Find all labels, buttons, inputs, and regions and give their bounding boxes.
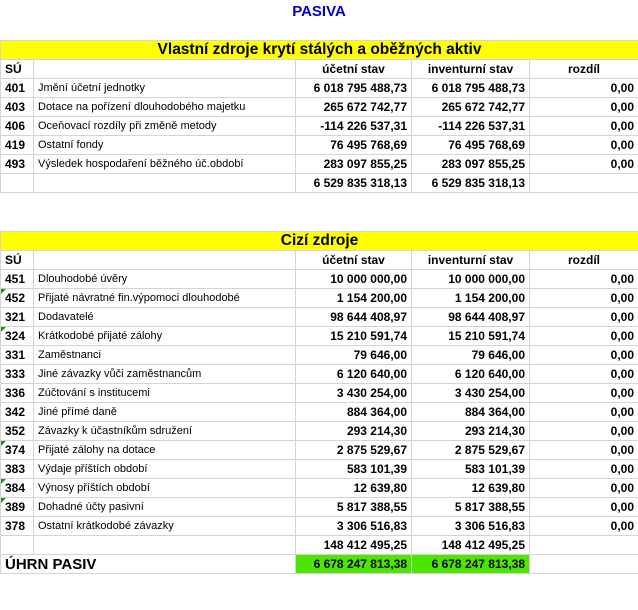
account-name-cell[interactable]: Dohadné účty pasivní bbox=[34, 498, 296, 517]
empty-cell[interactable] bbox=[530, 536, 638, 555]
account-code-cell[interactable]: 403 bbox=[1, 98, 34, 117]
table-row bbox=[1, 441, 638, 460]
column-header-inventurni[interactable]: inventurní stav bbox=[412, 60, 530, 79]
column-header-ucetni[interactable]: účetní stav bbox=[296, 60, 412, 79]
empty-cell[interactable] bbox=[1, 174, 34, 193]
total-ucetni-own[interactable]: 6 529 835 318,13 bbox=[296, 174, 412, 193]
account-name-cell[interactable]: Jmění účetní jednotky bbox=[34, 79, 296, 98]
account-name-cell[interactable]: Závazky k účastníkům sdružení bbox=[34, 422, 296, 441]
table-row bbox=[1, 403, 638, 422]
rozdil-cell[interactable]: 0,00 bbox=[530, 308, 638, 327]
rozdil-cell[interactable]: 0,00 bbox=[530, 422, 638, 441]
account-name-cell[interactable]: Výnosy příštích období bbox=[34, 479, 296, 498]
table-row bbox=[1, 289, 638, 308]
ucetni-stav-cell[interactable]: 1 154 200,00 bbox=[296, 289, 412, 308]
rozdil-cell[interactable]: 0,00 bbox=[530, 270, 638, 289]
rozdil-cell[interactable]: 0,00 bbox=[530, 479, 638, 498]
ucetni-stav-cell[interactable]: 15 210 591,74 bbox=[296, 327, 412, 346]
account-name-cell[interactable]: Jiné přímé daně bbox=[34, 403, 296, 422]
column-header-name[interactable] bbox=[34, 251, 296, 270]
inventurni-stav-cell[interactable]: -114 226 537,31 bbox=[412, 117, 530, 136]
account-code-cell[interactable]: 378 bbox=[1, 517, 34, 536]
inventurni-stav-cell[interactable]: 6 018 795 488,73 bbox=[412, 79, 530, 98]
rozdil-cell[interactable]: 0,00 bbox=[530, 98, 638, 117]
account-code-cell[interactable]: 493 bbox=[1, 155, 34, 174]
account-name-cell[interactable]: Přijaté zálohy na dotace bbox=[34, 441, 296, 460]
empty-cell[interactable] bbox=[530, 174, 638, 193]
table-row bbox=[1, 517, 638, 536]
inventurni-stav-cell[interactable]: 98 644 408,97 bbox=[412, 308, 530, 327]
rozdil-cell[interactable]: 0,00 bbox=[530, 136, 638, 155]
rozdil-cell[interactable]: 0,00 bbox=[530, 79, 638, 98]
account-code-cell[interactable]: 321 bbox=[1, 308, 34, 327]
account-name-cell[interactable]: Výdaje příštích období bbox=[34, 460, 296, 479]
account-name-cell[interactable]: Přijaté návratné fin.výpomoci dlouhodobé bbox=[34, 289, 296, 308]
empty-cell[interactable] bbox=[530, 555, 638, 574]
ucetni-stav-cell[interactable]: 283 097 855,25 bbox=[296, 155, 412, 174]
ucetni-stav-cell[interactable]: 2 875 529,67 bbox=[296, 441, 412, 460]
rozdil-cell[interactable]: 0,00 bbox=[530, 289, 638, 308]
rozdil-cell[interactable]: 0,00 bbox=[530, 117, 638, 136]
account-code-cell[interactable]: 384 bbox=[1, 479, 34, 498]
inventurni-stav-cell[interactable]: 15 210 591,74 bbox=[412, 327, 530, 346]
account-code-cell[interactable]: 419 bbox=[1, 136, 34, 155]
inventurni-stav-cell[interactable]: 6 120 640,00 bbox=[412, 365, 530, 384]
rozdil-cell[interactable]: 0,00 bbox=[530, 441, 638, 460]
section-foreign-resources-table bbox=[0, 231, 638, 574]
account-name-cell[interactable]: Výsledek hospodaření běžného úč.období bbox=[34, 155, 296, 174]
column-header-inventurni[interactable]: inventurní stav bbox=[412, 251, 530, 270]
grand-total-ucetni[interactable]: 6 678 247 813,38 bbox=[296, 555, 412, 574]
rozdil-cell[interactable]: 0,00 bbox=[530, 155, 638, 174]
account-code-cell[interactable]: 374 bbox=[1, 441, 34, 460]
total-inventurni-foreign[interactable]: 148 412 495,25 bbox=[412, 536, 530, 555]
sheet-title: PASIVA bbox=[292, 3, 346, 20]
rozdil-cell[interactable]: 0,00 bbox=[530, 517, 638, 536]
ucetni-stav-cell[interactable]: 12 639,80 bbox=[296, 479, 412, 498]
table-row bbox=[1, 422, 638, 441]
account-code-cell[interactable]: 342 bbox=[1, 403, 34, 422]
rozdil-cell[interactable]: 0,00 bbox=[530, 403, 638, 422]
table-row bbox=[1, 498, 638, 517]
account-name-cell[interactable]: Krátkodobé přijaté zálohy bbox=[34, 327, 296, 346]
inventurni-stav-cell[interactable]: 10 000 000,00 bbox=[412, 270, 530, 289]
grand-total-inventurni[interactable]: 6 678 247 813,38 bbox=[412, 555, 530, 574]
column-header-rozdil[interactable]: rozdíl bbox=[530, 60, 638, 79]
account-code-cell[interactable]: 383 bbox=[1, 460, 34, 479]
table-row bbox=[1, 384, 638, 403]
ucetni-stav-cell[interactable]: -114 226 537,31 bbox=[296, 117, 412, 136]
section-title-own-resources[interactable]: Vlastní zdroje krytí stálých a oběžných aktiv bbox=[1, 41, 638, 60]
table-row bbox=[1, 136, 638, 155]
table-row bbox=[1, 365, 638, 384]
ucetni-stav-cell[interactable]: 884 364,00 bbox=[296, 403, 412, 422]
empty-cell[interactable] bbox=[34, 536, 296, 555]
column-header-su[interactable]: SÚ bbox=[1, 251, 34, 270]
inventurni-stav-cell[interactable]: 3 306 516,83 bbox=[412, 517, 530, 536]
ucetni-stav-cell[interactable]: 3 430 254,00 bbox=[296, 384, 412, 403]
ucetni-stav-cell[interactable]: 265 672 742,77 bbox=[296, 98, 412, 117]
account-name-cell[interactable]: Dlouhodobé úvěry bbox=[34, 270, 296, 289]
account-name-cell[interactable]: Ostatní krátkodobé závazky bbox=[34, 517, 296, 536]
inventurni-stav-cell[interactable]: 12 639,80 bbox=[412, 479, 530, 498]
section-title-foreign-resources[interactable]: Cizí zdroje bbox=[1, 232, 638, 251]
inventurni-stav-cell[interactable]: 2 875 529,67 bbox=[412, 441, 530, 460]
account-name-cell[interactable]: Ostatní fondy bbox=[34, 136, 296, 155]
table-row bbox=[1, 327, 638, 346]
table-row bbox=[1, 270, 638, 289]
rozdil-cell[interactable]: 0,00 bbox=[530, 460, 638, 479]
account-name-cell[interactable]: Zaměstnanci bbox=[34, 346, 296, 365]
account-code-cell[interactable]: 401 bbox=[1, 79, 34, 98]
rozdil-cell[interactable]: 0,00 bbox=[530, 365, 638, 384]
table-row bbox=[1, 346, 638, 365]
ucetni-stav-cell[interactable]: 293 214,30 bbox=[296, 422, 412, 441]
ucetni-stav-cell[interactable]: 10 000 000,00 bbox=[296, 270, 412, 289]
account-code-cell[interactable]: 452 bbox=[1, 289, 34, 308]
account-name-cell[interactable]: Dotace na pořízení dlouhodobého majetku bbox=[34, 98, 296, 117]
rozdil-cell[interactable]: 0,00 bbox=[530, 346, 638, 365]
column-header-rozdil[interactable]: rozdíl bbox=[530, 251, 638, 270]
ucetni-stav-cell[interactable]: 5 817 388,55 bbox=[296, 498, 412, 517]
rozdil-cell[interactable]: 0,00 bbox=[530, 327, 638, 346]
inventurni-stav-cell[interactable]: 265 672 742,77 bbox=[412, 98, 530, 117]
account-code-cell[interactable]: 389 bbox=[1, 498, 34, 517]
empty-cell[interactable] bbox=[1, 536, 34, 555]
rozdil-cell[interactable]: 0,00 bbox=[530, 498, 638, 517]
rozdil-cell[interactable]: 0,00 bbox=[530, 384, 638, 403]
grand-total-label[interactable]: ÚHRN PASIV bbox=[1, 555, 296, 574]
account-code-cell[interactable]: 352 bbox=[1, 422, 34, 441]
empty-cell[interactable] bbox=[34, 174, 296, 193]
ucetni-stav-cell[interactable]: 6 120 640,00 bbox=[296, 365, 412, 384]
account-code-cell[interactable]: 336 bbox=[1, 384, 34, 403]
account-name-cell[interactable]: Oceňovací rozdíly při změně metody bbox=[34, 117, 296, 136]
inventurni-stav-cell[interactable]: 5 817 388,55 bbox=[412, 498, 530, 517]
inventurni-stav-cell[interactable]: 79 646,00 bbox=[412, 346, 530, 365]
table-row bbox=[1, 117, 638, 136]
ucetni-stav-cell[interactable]: 3 306 516,83 bbox=[296, 517, 412, 536]
table-row bbox=[1, 479, 638, 498]
inventurni-stav-cell[interactable]: 76 495 768,69 bbox=[412, 136, 530, 155]
section-own-resources-table bbox=[0, 40, 638, 193]
account-name-cell[interactable]: Jiné závazky vůči zaměstnancům bbox=[34, 365, 296, 384]
account-code-cell[interactable]: 324 bbox=[1, 327, 34, 346]
table-row bbox=[1, 98, 638, 117]
account-code-cell[interactable]: 451 bbox=[1, 270, 34, 289]
account-code-cell[interactable]: 333 bbox=[1, 365, 34, 384]
ucetni-stav-cell[interactable]: 79 646,00 bbox=[296, 346, 412, 365]
account-name-cell[interactable]: Dodavatelé bbox=[34, 308, 296, 327]
table-row bbox=[1, 155, 638, 174]
inventurni-stav-cell[interactable]: 293 214,30 bbox=[412, 422, 530, 441]
inventurni-stav-cell[interactable]: 583 101,39 bbox=[412, 460, 530, 479]
column-header-name[interactable] bbox=[34, 60, 296, 79]
account-code-cell[interactable]: 406 bbox=[1, 117, 34, 136]
table-row bbox=[1, 308, 638, 327]
inventurni-stav-cell[interactable]: 3 430 254,00 bbox=[412, 384, 530, 403]
account-name-cell[interactable]: Zúčtování s institucemi bbox=[34, 384, 296, 403]
total-ucetni-foreign[interactable]: 148 412 495,25 bbox=[296, 536, 412, 555]
column-header-su[interactable]: SÚ bbox=[1, 60, 34, 79]
column-header-ucetni[interactable]: účetní stav bbox=[296, 251, 412, 270]
ucetni-stav-cell[interactable]: 583 101,39 bbox=[296, 460, 412, 479]
ucetni-stav-cell[interactable]: 76 495 768,69 bbox=[296, 136, 412, 155]
table-row bbox=[1, 79, 638, 98]
inventurni-stav-cell[interactable]: 884 364,00 bbox=[412, 403, 530, 422]
ucetni-stav-cell[interactable]: 98 644 408,97 bbox=[296, 308, 412, 327]
ucetni-stav-cell[interactable]: 6 018 795 488,73 bbox=[296, 79, 412, 98]
inventurni-stav-cell[interactable]: 1 154 200,00 bbox=[412, 289, 530, 308]
total-inventurni-own[interactable]: 6 529 835 318,13 bbox=[412, 174, 530, 193]
table-row bbox=[1, 460, 638, 479]
account-code-cell[interactable]: 331 bbox=[1, 346, 34, 365]
inventurni-stav-cell[interactable]: 283 097 855,25 bbox=[412, 155, 530, 174]
